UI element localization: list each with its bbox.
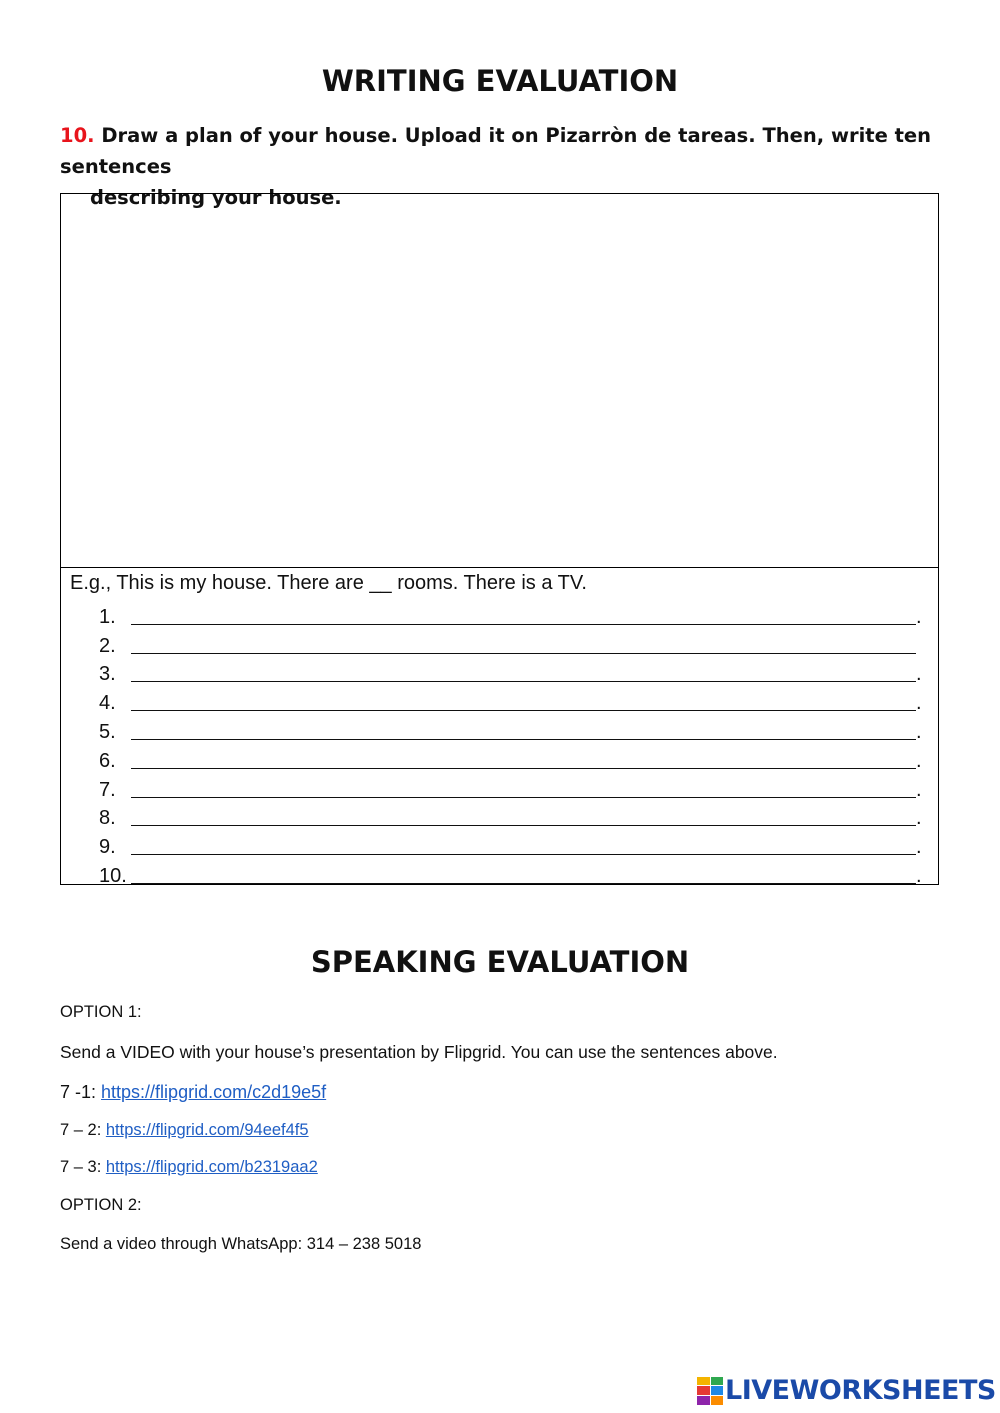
sentence-line[interactable] (99, 715, 929, 744)
flipgrid-link[interactable]: https://flipgrid.com/94eef4f5 (105, 1121, 309, 1139)
line-period: . (916, 663, 922, 686)
line-blank[interactable] (131, 692, 916, 711)
link-prefix: 7 -1: (60, 1082, 102, 1102)
sentence-line[interactable] (99, 658, 929, 687)
line-blank[interactable] (131, 807, 916, 826)
line-period: . (916, 836, 922, 859)
line-blank[interactable] (131, 721, 916, 740)
line-blank[interactable] (131, 635, 916, 654)
sentence-line[interactable] (99, 802, 929, 831)
line-number: 3. (99, 663, 116, 686)
line-period: . (916, 605, 922, 628)
link-row (60, 1121, 309, 1140)
logo-text: LIVEWORKSHEETS (725, 1375, 996, 1406)
line-blank[interactable] (131, 865, 916, 884)
flipgrid-link[interactable]: https://flipgrid.com/c2d19e5f (101, 1082, 327, 1102)
sentence-line[interactable] (99, 773, 929, 802)
line-period: . (916, 720, 922, 743)
sentence-line[interactable] (99, 859, 929, 888)
line-period: . (916, 864, 922, 887)
option1-label: OPTION 1: (60, 1003, 142, 1021)
speaking-evaluation-title: SPEAKING EVALUATION (310, 945, 690, 979)
option1-instructions: Send a VIDEO with your house’s presentation by Flipgrid. You can use the sentences above. (60, 1042, 778, 1062)
flipgrid-link[interactable]: https://flipgrid.com/b2319aa2 (105, 1158, 318, 1176)
answer-box (60, 193, 939, 885)
line-number: 1. (99, 605, 116, 628)
line-period: . (916, 778, 922, 801)
line-number: 8. (99, 807, 116, 830)
line-blank[interactable] (131, 663, 916, 682)
logo-icon (697, 1377, 723, 1405)
line-blank[interactable] (131, 779, 916, 798)
sentence-line[interactable] (99, 744, 929, 773)
line-number: 7. (99, 778, 116, 801)
line-period: . (916, 807, 922, 830)
link-prefix: 7 – 3: (60, 1158, 106, 1176)
task-text-line2: describing your house. (90, 186, 342, 209)
liveworksheets-logo (697, 1375, 996, 1406)
link-row (60, 1082, 326, 1103)
link-prefix: 7 – 2: (60, 1121, 106, 1139)
house-plan-drawing-area[interactable] (61, 194, 938, 568)
line-period: . (916, 692, 922, 715)
sentence-lines (99, 600, 929, 888)
task-text-line1: Draw a plan of your house. Upload it on Pizarròn de tareas. Then, write ten sentences (60, 124, 932, 178)
sentence-line[interactable] (99, 830, 929, 859)
line-number: 10. (99, 864, 127, 887)
line-number: 2. (99, 634, 116, 657)
line-number: 4. (99, 692, 116, 715)
sentence-line[interactable] (99, 600, 929, 629)
option2-label: OPTION 2: (60, 1196, 142, 1214)
line-number: 5. (99, 720, 116, 743)
sentence-line[interactable] (99, 629, 929, 658)
link-row (60, 1158, 318, 1177)
option2-instructions: Send a video through WhatsApp: 314 – 238 5018 (60, 1235, 422, 1253)
line-number: 6. (99, 749, 116, 772)
example-sentence: E.g., This is my house. There are __ rooms. There is a TV. (70, 572, 587, 594)
writing-evaluation-title: WRITING EVALUATION (321, 64, 679, 98)
sentence-line[interactable] (99, 686, 929, 715)
line-blank[interactable] (131, 836, 916, 855)
line-blank[interactable] (131, 606, 916, 625)
line-blank[interactable] (131, 750, 916, 769)
line-period: . (916, 749, 922, 772)
task-number: 10. (60, 124, 95, 147)
line-number: 9. (99, 836, 116, 859)
